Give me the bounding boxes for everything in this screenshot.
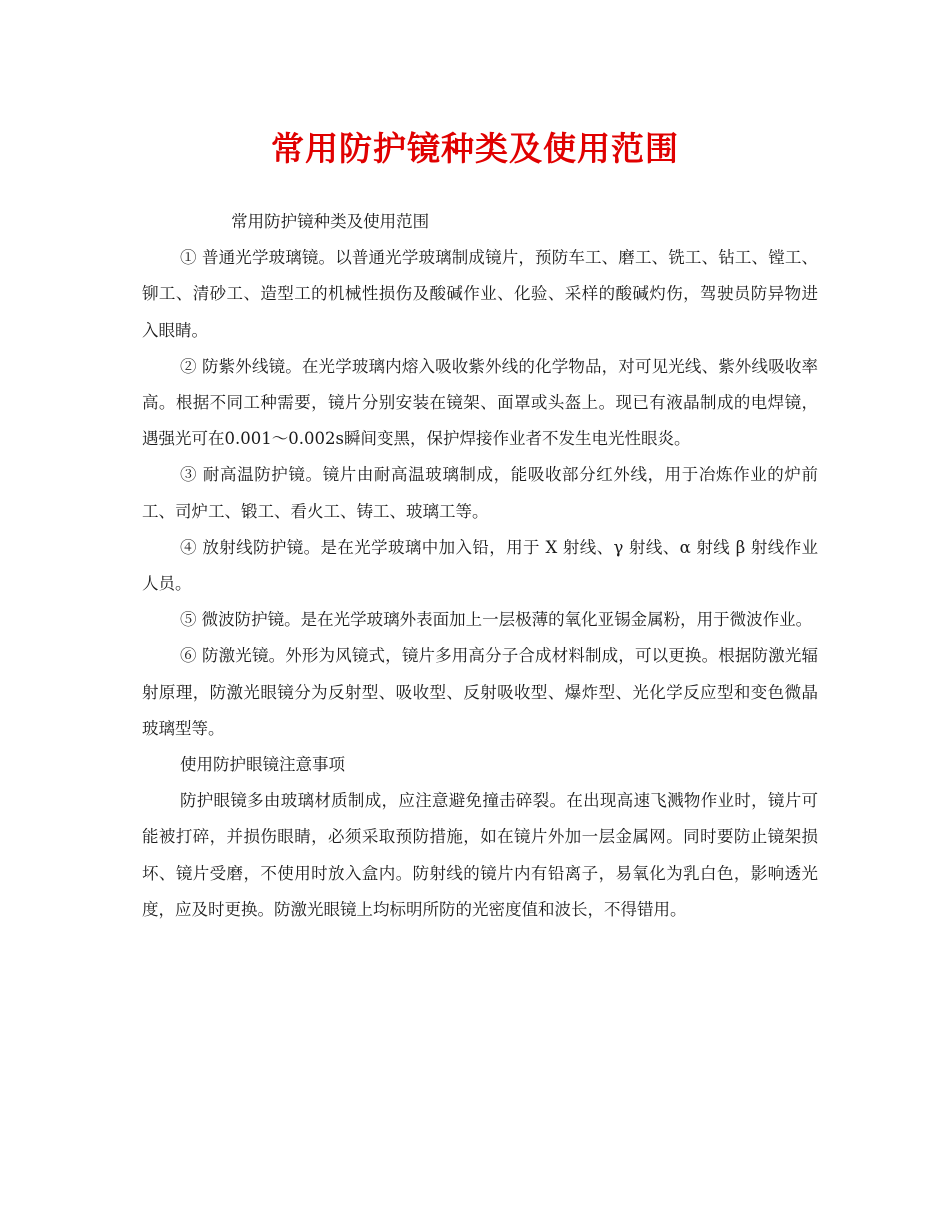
paragraph-uv-protection: ② 防紫外线镜。在光学玻璃内熔入吸收紫外线的化学物品，对可见光线、紫外线吸收率高。根据不同工种需要，镜片分别安装在镜架、面罩或头盔上。现已有液晶制成的电焊镜，遇强光可在0.001～0.002s瞬间变黑，保护焊接作业者不发生电光性眼炎。	[142, 356, 818, 449]
paragraph-laser-protection: ⑥ 防激光镜。外形为风镜式，镜片多用高分子合成材料制成，可以更换。根据防激光辐射原理，防激光眼镜分为反射型、吸收型、反射吸收型、爆炸型、光化学反应型和变色微晶玻璃型等。	[142, 646, 818, 738]
paragraph-precautions: 防护眼镜多由玻璃材质制成，应注意避免撞击碎裂。在出现高速飞溅物作业时，镜片可能被打碎，并损伤眼睛，必须采取预防措施，如在镜片外加一层金属网。同时要防止镜架损坏、镜片受磨，不使用时放入盒内。防射线的镜片内有铅离子，易氧化为乳白色，影响透光度，应及时更换。防激光眼镜上均标明所防的光密度值和波长，不得错用。	[142, 791, 818, 919]
paragraph-microwave-protection: ⑤ 微波防护镜。是在光学玻璃外表面加上一层极薄的氧化亚锡金属粉，用于微波作业。	[179, 610, 813, 630]
document-title: 常用防护镜种类及使用范围	[271, 129, 679, 168]
document-subtitle: 常用防护镜种类及使用范围	[231, 212, 430, 231]
paragraph-ordinary-optical-glass: ① 普通光学玻璃镜。以普通光学玻璃制成镜片，预防车工、磨工、铣工、钻工、镗工、铆工、清砂工、造型工的机械性损伤及酸碱作业、化验、采样的酸碱灼伤，驾驶员防异物进入眼睛。	[142, 248, 818, 340]
paragraph-radiation-protection: ④ 放射线防护镜。是在光学玻璃中加入铅，用于 X 射线、γ 射线、α 射线 β 射线作业人员。	[142, 537, 818, 594]
paragraph-heat-resistant: ③ 耐高温防护镜。镜片由耐高温玻璃制成，能吸收部分红外线，用于冶炼作业的炉前工、司炉工、锻工、看火工、铸工、玻璃工等。	[142, 465, 818, 521]
section-heading-precautions: 使用防护眼镜注意事项	[179, 755, 345, 775]
document-body	[142, 204, 818, 928]
